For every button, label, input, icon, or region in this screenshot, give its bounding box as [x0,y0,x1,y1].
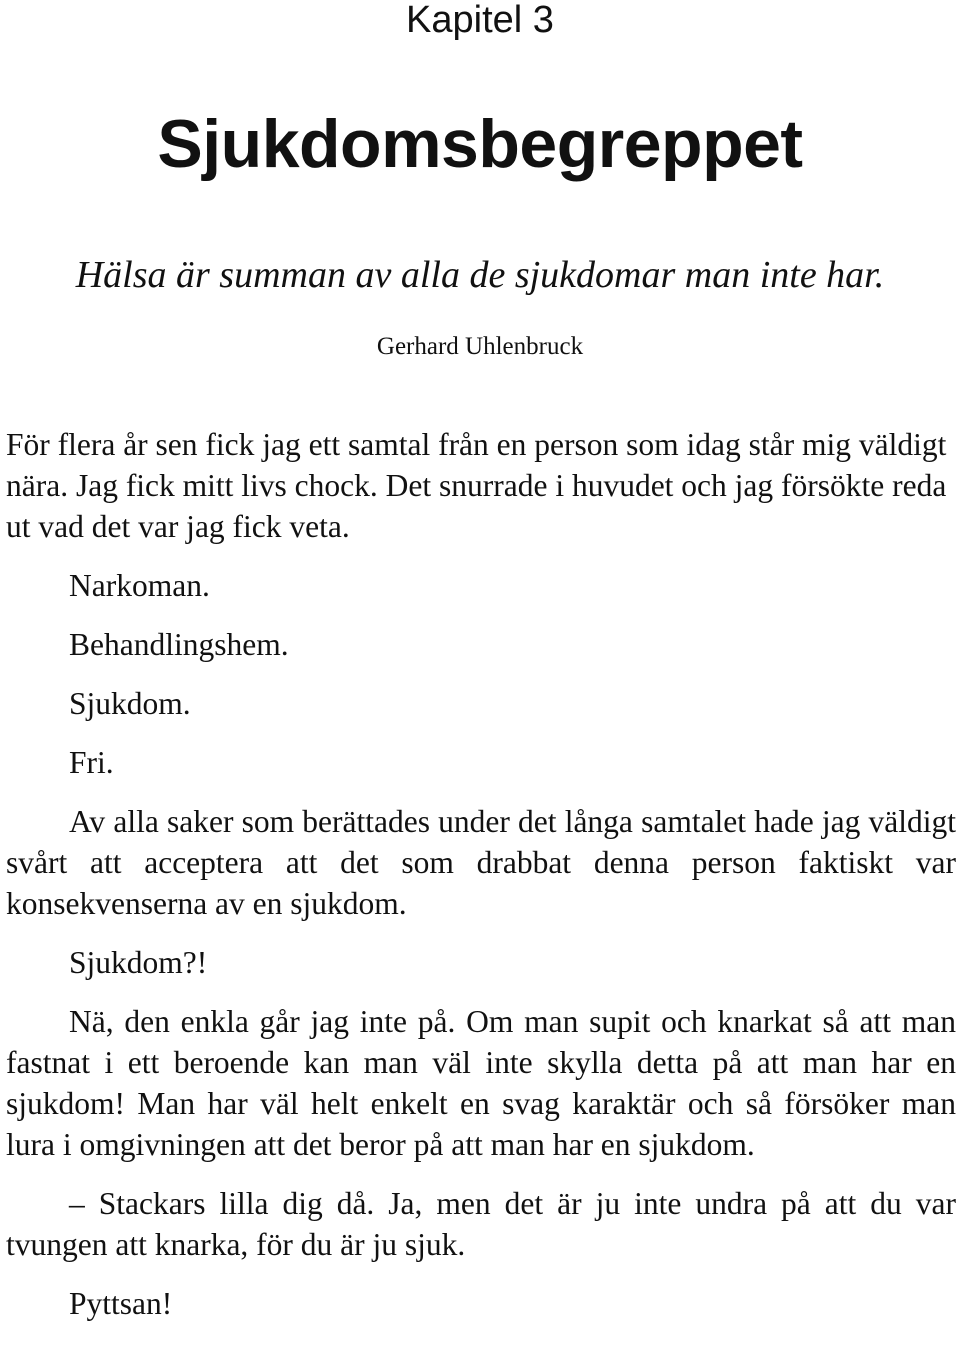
paragraph-samtalet: Av alla saker som berättades under det långa samtalet hade jag väldigt svårt att acceptera att det som drabbat denna person faktiskt var konsekvenserna av en sjukdom. [6,804,956,921]
paragraph-intro: För flera år sen fick jag ett samtal från en person som idag står mig väldigt nära. Jag fick mitt livs chock. Det snurrade i huvudet och jag försökte reda ut vad det var jag fick veta. [6,427,947,544]
epigraph-quote: Hälsa är summan av alla de sjukdomar man inte har. [75,254,885,296]
paragraph-pyttsan: Pyttsan! [69,1286,173,1321]
epigraph-author: Gerhard Uhlenbruck [376,333,584,360]
paragraph-sjukdom-question: Sjukdom?! [69,945,208,980]
paragraph-stackars: – Stackars lilla dig då. Ja, men det är ju inte undra på att du var tvungen att knarka, för du är ju sjuk. [6,1186,956,1262]
chapter-label: Kapitel 3 [406,0,554,41]
paragraph-behandlingshem: Behandlingshem. [69,627,289,662]
chapter-title: Sjukdomsbegreppet [157,106,803,182]
paragraph-sjukdom: Sjukdom. [69,686,191,721]
paragraph-narkoman: Narkoman. [69,568,210,603]
body-text [6,424,956,1324]
paragraph-na-den-enkla: Nä, den enkla går jag inte på. Om man supit och knarkat så att man fastnat i ett beroende kan man väl inte skylla detta på att man har en sjukdom! Man har väl helt enkelt en svag karaktär och så försöker man lura i omgivningen att det beror på att man har en sjukdom. [6,1004,956,1162]
paragraph-fri: Fri. [69,745,114,780]
